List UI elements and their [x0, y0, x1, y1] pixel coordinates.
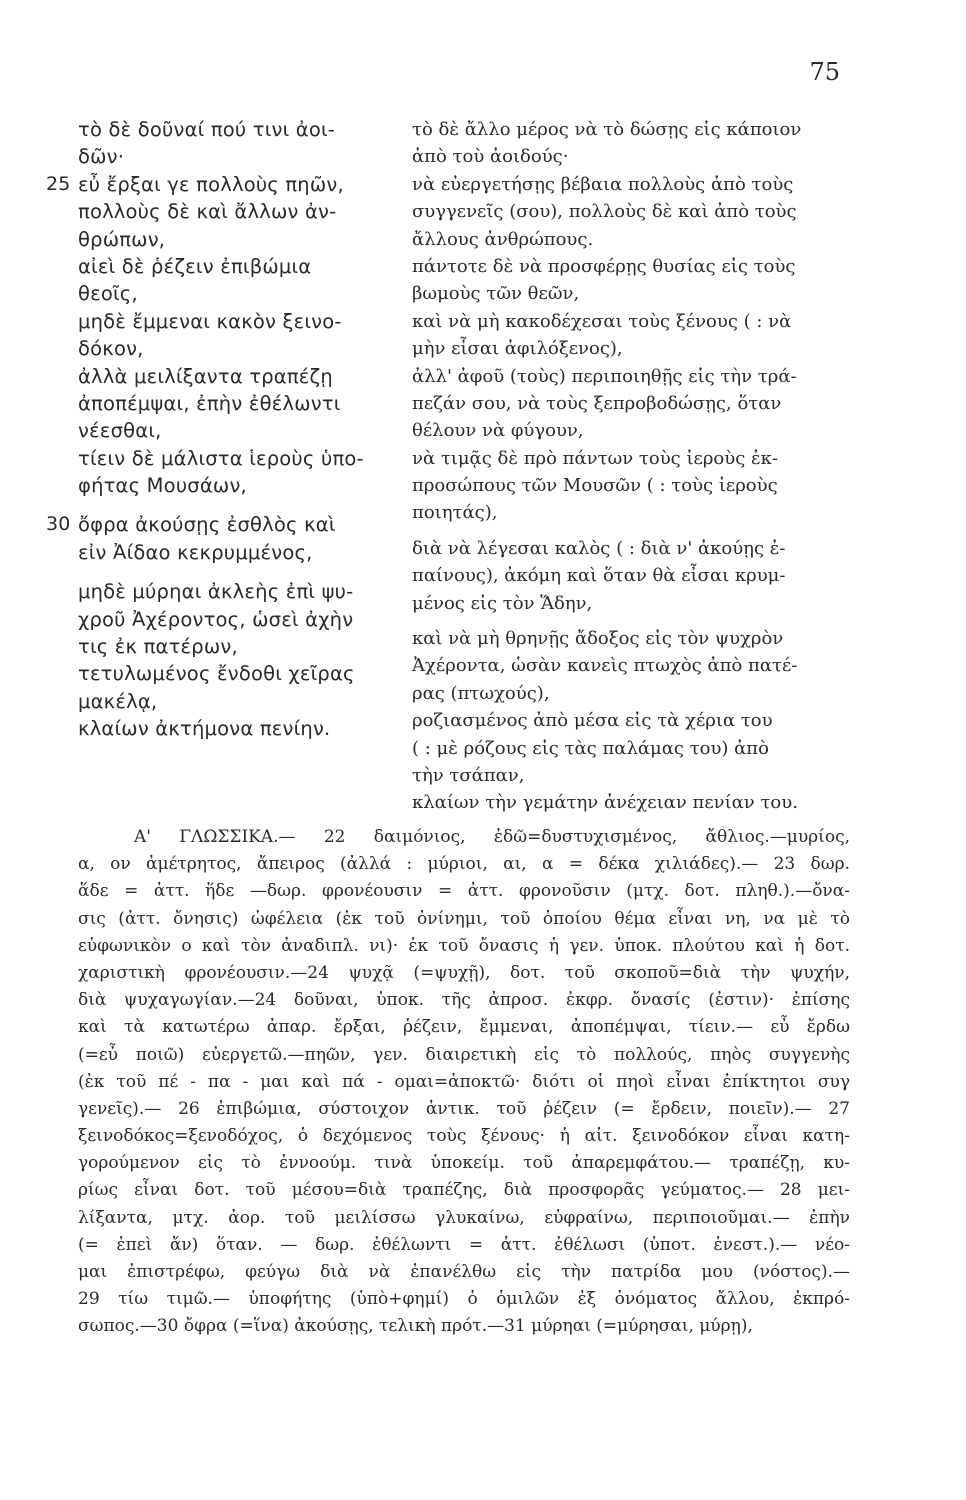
note-line: εὐφωνικὸν ο καὶ τὸν ἀναδιπλ. νι)· ἐκ τοῦ ὄνασις ἡ γεν. ὑποκ. πλούτου καὶ ἡ δοτ. — [78, 935, 850, 956]
verse-line — [78, 606, 398, 633]
verse-line — [78, 116, 398, 143]
verse-line-text: πολλοὺς δὲ καὶ ἄλλων ἀν- — [78, 200, 337, 224]
note-line: ξεινοδόκος=ξενοδόχος, ὁ δεχόμενος τοὺς ξένους· ἡ αἰτ. ξεινοδόκον εἶναι κατη- — [78, 1126, 850, 1147]
translation-line: πάντοτε δὲ νὰ προσφέρῃς θυσίας εἰς τοὺς — [412, 255, 796, 277]
translation-line: παίνους), ἀκόμη καὶ ὅταν θὰ εἶσαι κρυμ- — [412, 565, 786, 587]
note-line: χαριστικὴ φρονέουσιν.—24 ψυχᾷ (=ψυχῇ), δοτ. τοῦ σκοποῦ=διὰ τὴν ψυχήν, — [78, 962, 850, 983]
note-line: (= ἐπεὶ ἄν) ὅταν. — δωρ. ἐθέλωντι = ἀττ. ἐθέλωσι (ὑποτ. ἐνεστ.).— νέο- — [78, 1234, 850, 1255]
translation-line: προσώπους τῶν Μουσῶν ( : τοὺς ἱεροὺς — [412, 475, 778, 497]
translation-line: μὴν εἶσαι ἀφιλόξενος), — [412, 338, 623, 360]
verse-line — [78, 253, 398, 280]
verse-line — [78, 539, 398, 566]
verse-line-text: εὖ ἔρξαι γε πολλοὺς πηῶν, — [78, 172, 344, 196]
translation-line: θέλουν νὰ φύγουν, — [412, 420, 584, 442]
verse-line — [78, 143, 398, 170]
verse-line-text: θεοῖς, — [78, 282, 138, 306]
verse-line — [78, 390, 398, 417]
verse-line — [46, 511, 398, 538]
note-line: (=εὖ ποιῶ) εὐεργετῶ.—πηῶν, γεν. διαιρετικὴ εἰς τὸ πολλούς, πηὸς συγγενὴς — [78, 1044, 850, 1065]
note-line: μαι ἐπιστρέφω, φεύγω διὰ νὰ ἐπανέλθω εἰς τὴν πατρίδα μου (νόστος).— — [78, 1262, 850, 1282]
verse-line — [78, 715, 398, 742]
verse-line-text: ἀποπέμψαι, ἐπὴν ἐθέλωντι — [78, 391, 341, 415]
verse-line — [78, 417, 398, 444]
verse-line-text: δῶν· — [78, 145, 125, 169]
translation-line: ἀλλ' ἀφοῦ (τοὺς) περιποιηθῇς εἰς τὴν τρά- — [412, 365, 797, 387]
translation-line: τὴν τσάπαν, — [412, 764, 525, 786]
translation-line: ἄλλους ἀνθρώπους. — [412, 228, 594, 250]
translation-line: πεζάν σου, νὰ τοὺς ξεπροβοδώσῃς, ὅταν — [412, 392, 782, 414]
verse-line-text: τίειν δὲ μάλιστα ἱεροὺς ὑπο- — [78, 446, 364, 470]
note-line: ρίως εἶναι δοτ. τοῦ μέσου=διὰ τραπέζης, διὰ προσφορᾶς γεύματος.— 28 μει- — [78, 1180, 850, 1201]
translation-line: ( : μὲ ρόζους εἰς τὰς παλάμας του) ἀπὸ — [412, 737, 769, 759]
note-line: Α' ΓΛΩΣΣΙΚΑ.— 22 δαιμόνιος, ἐδῶ=δυστυχισμένος, ἄθλιος.—μυρίος, — [134, 827, 850, 847]
verse-line-text: ἀλλὰ μειλίξαντα τραπέζῃ — [78, 364, 333, 388]
note-line: γορούμενον εἰς τὸ ἐννοούμ. τινὰ ὑποκείμ. τοῦ ἀπαρεμφάτου.— τραπέζῃ, κυ- — [78, 1153, 850, 1174]
translation-line: καὶ νὰ μὴ κακοδέχεσαι τοὺς ξένους ( : νὰ — [412, 310, 792, 332]
verse-line-text: μηδὲ ἔμμεναι κακὸν ξεινο- — [78, 309, 342, 333]
verse-line — [78, 226, 398, 253]
verse-line — [78, 308, 398, 335]
verse-line-number: 30 — [46, 513, 71, 536]
translation-line: συγγενεῖς (σου), πολλοὺς δὲ καὶ ἀπὸ τοὺς — [412, 201, 797, 223]
verse-line-text: τὸ δὲ δοῦναί πού τινι ἀοι- — [78, 118, 336, 141]
note-line: α, ον ἀμέτρητος, ἄπειρος (ἀλλά : μύριοι, αι, α = δέκα χιλιάδες).— 23 δωρ. — [78, 854, 850, 875]
translation-line: διὰ νὰ λέγεσαι καλὸς ( : διὰ ν' ἀκούῃς ἐ- — [412, 537, 786, 559]
page-number: 75 — [809, 58, 840, 86]
verse-line — [78, 363, 398, 390]
verse-line — [78, 280, 398, 307]
translation-line: κλαίων τὴν γεμάτην ἀνέχειαν πενίαν του. — [412, 792, 798, 814]
note-line: λίξαντα, μτχ. ἀορ. τοῦ μειλίσσω γλυκαίνω, εὐφραίνω, περιποιοῦμαι.— ἐπὴν — [78, 1207, 850, 1228]
translation-line: καὶ νὰ μὴ θρηνῇς ἄδοξος εἰς τὸν ψυχρὸν — [412, 628, 784, 650]
verse-line-text: εἰν Ἀίδαο κεκρυμμένος, — [78, 540, 313, 564]
verse-line-text: θρώπων, — [78, 227, 166, 251]
verse-line — [78, 198, 398, 225]
note-line: σις (ἀττ. ὄνησις) ὠφέλεια (ἐκ τοῦ ὀνίνημι, τοῦ ὁποίου θέμα εἶναι νη, να μὲ τὸ — [78, 908, 850, 929]
verse-line-text: χροῦ Ἀχέροντος, ὡσεὶ ἀχὴν — [78, 607, 354, 631]
translation-line: νὰ τιμᾷς δὲ πρὸ πάντων τοὺς ἱεροὺς ἐκ- — [412, 447, 778, 469]
note-line: καὶ τὰ κατωτέρω ἀπαρ. ἔρξαι, ῥέζειν, ἔμμεναι, ἀποπέμψαι, τίειν.— εὖ ἔρδω — [78, 1017, 850, 1038]
translation-line: βωμοὺς τῶν θεῶν, — [412, 283, 580, 305]
verse-line — [78, 688, 398, 715]
verse-line-text: μηδὲ μύρηαι ἀκλεὴς ἐπὶ ψυ- — [78, 580, 354, 604]
note-line: 29 τίω τιμῶ.— ὑποφήτης (ὑπὸ+φημί) ὁ ὁμιλῶν ἐξ ὀνόματος ἄλλου, ἐκπρό- — [78, 1289, 850, 1310]
verse-line — [78, 633, 398, 660]
verse-line-text: νέεσθαι, — [78, 419, 162, 443]
verse-line-text: φήτας Μουσάων, — [78, 474, 247, 498]
verse-line — [78, 660, 398, 687]
note-line: γενεῖς).— 26 ἐπιβώμια, σύστοιχον ἀντικ. τοῦ ῥέζειν (= ἔρδειν, ποιεῖν).— 27 — [78, 1098, 850, 1119]
verse-line — [78, 578, 398, 605]
translation-line: Ἀχέροντα, ὡσὰν κανεὶς πτωχὸς ἀπὸ πατέ- — [412, 655, 798, 677]
translation-line: ἀπὸ τοὺ ἀοιδούς· — [412, 146, 569, 168]
translation-column — [412, 116, 848, 817]
verse-line-text: δόκον, — [78, 337, 144, 361]
translation-line: μένος εἰς τὸν Ἅδην, — [412, 592, 593, 614]
verse-line-text: μακέλᾳ, — [78, 689, 158, 713]
verse-line — [78, 335, 398, 362]
verse-line-text: τις ἐκ πατέρων, — [78, 635, 238, 659]
translation-line: τὸ δὲ ἄλλο μέρος νὰ τὸ δώσῃς εἰς κάποιον — [412, 119, 802, 140]
note-line: διὰ ψυχαγωγίαν.—24 δοῦναι, ὑποκ. τῆς ἀπροσ. ἐκφρ. ὄνασίς (ἐστιν)· ἐπίσης — [78, 990, 850, 1011]
verse-line — [78, 445, 398, 472]
translation-line: ρας (πτωχούς), — [412, 682, 550, 704]
verse-line-text: κλαίων ἀκτήμονα πενίην. — [78, 717, 331, 741]
translation-line: νὰ εὐεργετήσῃς βέβαια πολλοὺς ἀπὸ τοὺς — [412, 173, 794, 195]
translation-line: ποιητάς), — [412, 502, 498, 524]
note-line: (ἐκ τοῦ πέ - πα - μαι καὶ πά - ομαι=ἀποκτῶ· διότι οἱ πηοὶ εἶναι ἐπίκτητοι συγ — [78, 1071, 850, 1092]
verse-line — [78, 472, 398, 499]
verse-line-text: ὄφρα ἀκούσῃς ἐσθλὸς καὶ — [78, 513, 336, 537]
verse-line-text: τετυλωμένος ἔνδοθι χεῖρας — [78, 662, 355, 686]
verse-line-number: 25 — [46, 172, 71, 195]
original-text-column — [46, 116, 398, 743]
translation-line: ροζιασμένος ἀπὸ μέσα εἰς τὰ χέρια του — [412, 710, 773, 732]
linguistic-notes — [78, 824, 850, 1341]
note-line: ἅδε = ἀττ. ἥδε —δωρ. φρονέουσιν = ἀττ. φρονοῦσιν (μτχ. δοτ. πληθ.).—ὄνα- — [78, 881, 850, 902]
verse-line — [46, 171, 398, 198]
note-line: σωπος.—30 ὄφρα (=ἵνα) ἀκούσῃς, τελικὴ πρότ.—31 μύρηαι (=μύρησαι, μύρῃ), — [78, 1316, 753, 1337]
verse-line-text: αἰεὶ δὲ ῥέζειν ἐπιβώμια — [78, 254, 312, 278]
